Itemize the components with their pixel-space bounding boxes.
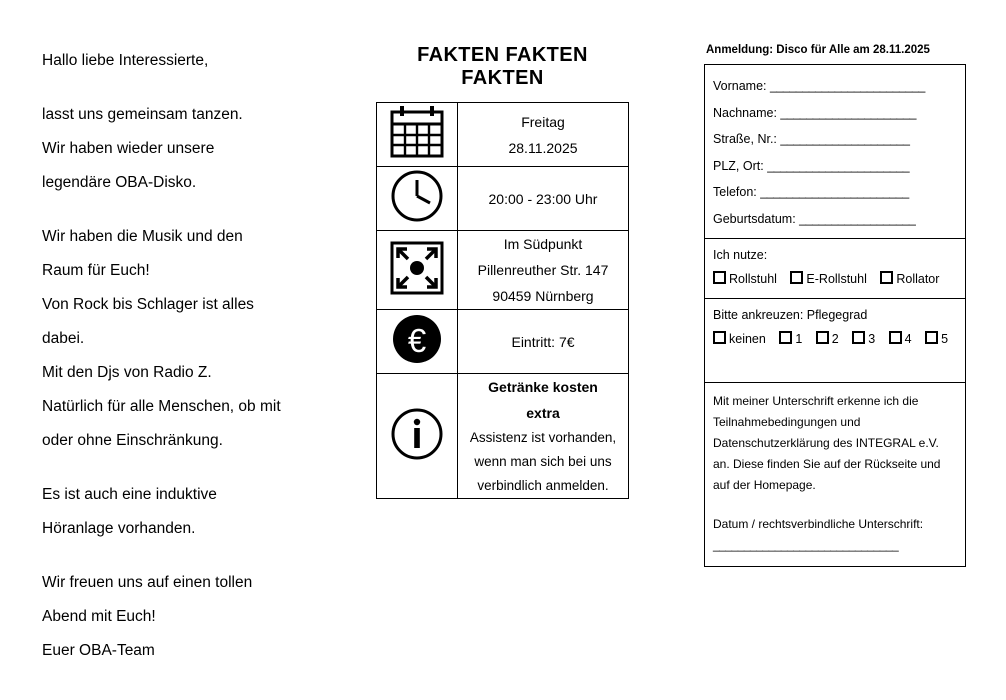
table-row bbox=[377, 310, 629, 374]
checkbox-pflegegrad-4[interactable] bbox=[889, 329, 912, 350]
facts-column bbox=[376, 44, 629, 499]
checkbox-label: keinen bbox=[729, 332, 766, 346]
facts-line: Pillenreuther Str. 147 bbox=[477, 262, 609, 278]
checkbox-label: E-Rollstuhl bbox=[806, 272, 867, 286]
facts-line: Freitag bbox=[521, 113, 565, 130]
checkbox-pflegegrad-2[interactable] bbox=[816, 329, 839, 350]
facts-line: Assistenz ist vorhanden, bbox=[469, 430, 617, 445]
field-rule: __________________ bbox=[799, 211, 916, 226]
euro-icon bbox=[377, 310, 458, 374]
field-label: Telefon: bbox=[713, 185, 757, 199]
intro-line: legendäre OBA-Disko. bbox=[42, 174, 197, 191]
intro-line: Mit den Djs von Radio Z. bbox=[42, 364, 212, 381]
clock-icon bbox=[377, 167, 458, 231]
intro-line: Euer OBA-Team bbox=[42, 642, 155, 659]
checkbox-label: Rollstuhl bbox=[729, 272, 777, 286]
table-row bbox=[377, 167, 629, 231]
intro-line: Es ist auch eine induktive bbox=[42, 486, 217, 503]
checkbox-icon[interactable] bbox=[889, 331, 902, 344]
checkbox-e-rollstuhl[interactable] bbox=[790, 269, 866, 290]
checkbox-label: Rollator bbox=[896, 272, 940, 286]
checkbox-rollator[interactable] bbox=[880, 269, 939, 290]
signature-label: Datum / rechtsverbindliche Unterschrift: bbox=[713, 517, 924, 531]
checkbox-rollstuhl[interactable] bbox=[713, 269, 777, 290]
facts-line: 90459 Nürnberg bbox=[492, 288, 594, 304]
facts-price-cell bbox=[458, 310, 629, 374]
facts-line: wenn man sich bei uns bbox=[474, 454, 612, 469]
intro-line: dabei. bbox=[42, 330, 85, 347]
care-level-title: Bitte ankreuzen: Pflegegrad bbox=[713, 308, 868, 322]
checkbox-icon[interactable] bbox=[925, 331, 938, 344]
intro-line: lasst uns gemeinsam tanzen. bbox=[42, 106, 243, 123]
field-telefon[interactable] bbox=[713, 179, 957, 206]
signature-rule[interactable]: ______________________________ bbox=[713, 538, 899, 552]
field-rule: _____________________ bbox=[780, 105, 916, 120]
usage-section bbox=[705, 239, 965, 298]
intro-line: Wir haben wieder unsere bbox=[42, 140, 215, 157]
checkbox-pflegegrad-3[interactable] bbox=[852, 329, 875, 350]
intro-line: oder ohne Einschränkung. bbox=[42, 432, 223, 449]
table-row bbox=[377, 103, 629, 167]
accessible-venue-icon bbox=[377, 231, 458, 310]
intro-text-column bbox=[42, 44, 342, 668]
facts-line: Im Südpunkt bbox=[503, 236, 583, 252]
table-row bbox=[377, 374, 629, 499]
facts-info-cell bbox=[458, 374, 629, 499]
care-level-section bbox=[705, 299, 965, 382]
blank-space bbox=[713, 350, 957, 374]
facts-date-cell bbox=[458, 103, 629, 167]
facts-line: verbindlich anmelden. bbox=[477, 478, 609, 493]
intro-line: Von Rock bis Schlager ist alles bbox=[42, 296, 254, 313]
intro-line: Wir haben die Musik und den bbox=[42, 228, 243, 245]
checkbox-label: 4 bbox=[904, 332, 912, 346]
checkbox-label: 3 bbox=[868, 332, 876, 346]
facts-line: 20:00 - 23:00 Uhr bbox=[488, 190, 598, 207]
field-geburtsdatum[interactable] bbox=[713, 206, 957, 233]
intro-line: Wir freuen uns auf einen tollen bbox=[42, 574, 253, 591]
checkbox-icon[interactable] bbox=[713, 271, 726, 284]
field-rule: ______________________ bbox=[767, 158, 910, 173]
usage-title: Ich nutze: bbox=[713, 248, 768, 262]
facts-line: extra bbox=[526, 405, 560, 421]
registration-form-column bbox=[704, 44, 968, 567]
facts-line: 28.11.2025 bbox=[508, 139, 578, 156]
field-nachname[interactable] bbox=[713, 100, 957, 127]
field-label: Vorname: bbox=[713, 79, 767, 93]
checkbox-icon[interactable] bbox=[713, 331, 726, 344]
care-level-options bbox=[713, 329, 957, 350]
checkbox-pflegegrad-keinen[interactable] bbox=[713, 329, 766, 350]
intro-line: Abend mit Euch! bbox=[42, 608, 156, 625]
usage-options bbox=[713, 269, 957, 290]
facts-line: Getränke kosten bbox=[488, 379, 598, 395]
intro-line: Höranlage vorhanden. bbox=[42, 520, 196, 537]
legal-line: Mit meiner Unterschrift erkenne ich die bbox=[713, 394, 919, 408]
facts-location-cell bbox=[458, 231, 629, 310]
checkbox-icon[interactable] bbox=[852, 331, 865, 344]
checkbox-label: 2 bbox=[831, 332, 839, 346]
form-box bbox=[704, 64, 966, 567]
intro-line: Natürlich für alle Menschen, ob mit bbox=[42, 398, 281, 415]
checkbox-icon[interactable] bbox=[880, 271, 893, 284]
field-label: Geburtsdatum: bbox=[713, 211, 796, 226]
checkbox-icon[interactable] bbox=[816, 331, 829, 344]
checkbox-label: 1 bbox=[795, 332, 803, 346]
field-strasse-nr[interactable] bbox=[713, 126, 957, 153]
field-label: Straße, Nr.: bbox=[713, 132, 777, 146]
legal-section bbox=[705, 383, 965, 566]
field-rule: _______________________ bbox=[760, 185, 909, 199]
calendar-icon bbox=[377, 103, 458, 167]
field-rule: ____________________ bbox=[780, 132, 910, 146]
table-row bbox=[377, 231, 629, 310]
info-icon bbox=[377, 374, 458, 499]
facts-title: FAKTEN FAKTEN FAKTEN bbox=[417, 44, 588, 89]
facts-time-cell bbox=[458, 167, 629, 231]
checkbox-pflegegrad-1[interactable] bbox=[779, 329, 802, 350]
legal-line: auf der Homepage. bbox=[713, 478, 816, 492]
form-heading: Anmeldung: Disco für Alle am 28.11.2025 bbox=[706, 44, 930, 56]
field-rule: ________________________ bbox=[770, 79, 925, 93]
field-label: Nachname: bbox=[713, 105, 777, 120]
checkbox-pflegegrad-5[interactable] bbox=[925, 329, 948, 350]
checkbox-icon[interactable] bbox=[779, 331, 792, 344]
svg-text:€: € bbox=[407, 322, 427, 359]
personal-fields bbox=[705, 65, 965, 238]
intro-line: Raum für Euch! bbox=[42, 262, 150, 279]
checkbox-label: 5 bbox=[941, 332, 949, 346]
field-plz-ort[interactable] bbox=[713, 153, 957, 180]
facts-line: Eintritt: 7€ bbox=[511, 333, 575, 350]
checkbox-icon[interactable] bbox=[790, 271, 803, 284]
legal-line: Datenschutzerklärung des INTEGRAL e.V. bbox=[713, 436, 939, 450]
legal-line: Teilnahmebedingungen und bbox=[713, 415, 861, 429]
legal-line: an. Diese finden Sie auf der Rückseite und bbox=[713, 457, 941, 471]
intro-line: Hallo liebe Interessierte, bbox=[42, 52, 209, 69]
facts-table bbox=[376, 102, 629, 499]
field-vorname[interactable] bbox=[713, 73, 957, 100]
field-label: PLZ, Ort: bbox=[713, 158, 764, 173]
